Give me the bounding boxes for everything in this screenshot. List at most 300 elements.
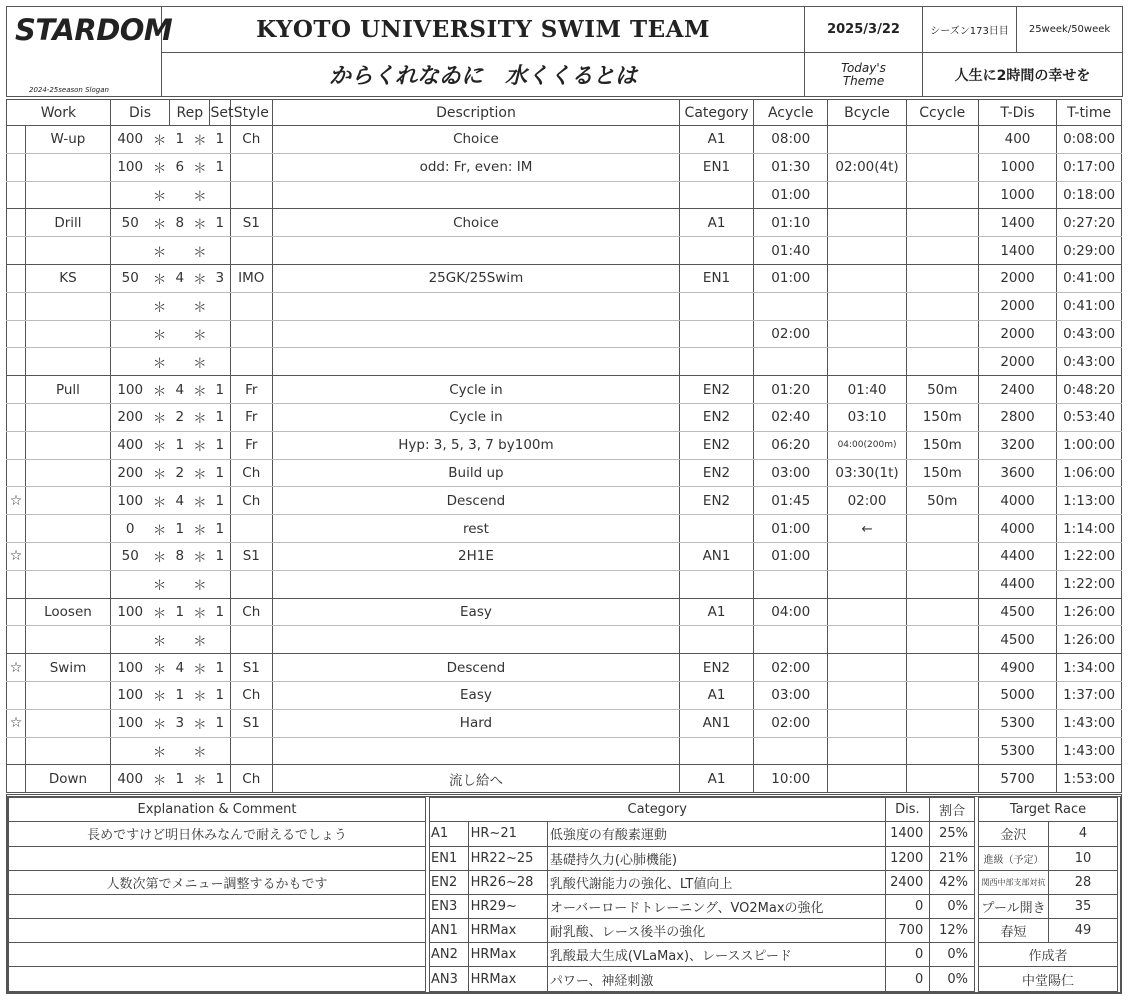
target-race-name-cell: 関西中部支部対抗: [979, 870, 1049, 894]
category-hr-cell: HR29~: [468, 894, 547, 918]
b-cycle-cell: 02:00(4t): [828, 153, 906, 181]
category-dis-cell: 0: [885, 967, 930, 991]
total-time-cell: 1:26:00: [1057, 626, 1122, 654]
reps-cell: 8: [170, 542, 190, 570]
category-ratio-cell: 21%: [930, 846, 975, 870]
work-cell: Down: [26, 765, 111, 793]
total-distance-cell: 4400: [978, 570, 1056, 598]
times-mark-cell: ＊: [190, 515, 210, 543]
sets-cell: 1: [210, 681, 230, 709]
c-cycle-cell: [906, 542, 978, 570]
times-mark-cell: ＊: [150, 681, 170, 709]
work-cell: [26, 403, 111, 431]
a-cycle-cell: [754, 292, 828, 320]
c-cycle-cell: [906, 570, 978, 598]
category-desc-cell: パワー、神経刺激: [547, 967, 885, 991]
times-mark-cell: ＊: [150, 598, 170, 626]
reps-cell: 2: [170, 403, 190, 431]
category-row: [430, 967, 975, 991]
sets-cell: [210, 181, 230, 209]
times-mark-cell: ＊: [190, 181, 210, 209]
team-logo: STARDOM: [7, 7, 162, 53]
star-mark-cell: [7, 681, 26, 709]
comment-line: [9, 919, 426, 943]
b-cycle-cell: 02:00: [828, 487, 906, 515]
work-cell: [26, 153, 111, 181]
c-cycle-cell: [906, 737, 978, 765]
times-mark-cell: ＊: [190, 765, 210, 793]
distance-cell: [110, 737, 149, 765]
b-cycle-cell: 04:00(200m): [828, 431, 906, 459]
style-cell: Ch: [230, 459, 272, 487]
work-cell: [26, 292, 111, 320]
comment-line: [9, 943, 426, 967]
description-cell: [272, 181, 679, 209]
category-ratio-cell: 25%: [930, 822, 975, 846]
times-mark-cell: ＊: [190, 487, 210, 515]
total-time-cell: 1:43:00: [1057, 709, 1122, 737]
star-mark-cell: [7, 153, 26, 181]
menu-row: [7, 681, 1122, 709]
star-mark-cell: ☆: [7, 487, 26, 515]
sets-cell: 1: [210, 153, 230, 181]
b-cycle-cell: [828, 126, 906, 154]
description-cell: [272, 737, 679, 765]
c-cycle-cell: 50m: [906, 376, 978, 404]
total-time-cell: 1:22:00: [1057, 542, 1122, 570]
a-cycle-cell: 01:00: [754, 264, 828, 292]
category-dis-cell: 0: [885, 943, 930, 967]
b-cycle-cell: [828, 681, 906, 709]
category-row: [430, 846, 975, 870]
c-cycle-cell: [906, 681, 978, 709]
total-distance-cell: 4900: [978, 654, 1056, 682]
comment-table: [8, 797, 426, 992]
target-race-name-cell: 進級（予定）: [979, 846, 1049, 870]
c-cycle-cell: [906, 237, 978, 265]
category-cell: [679, 237, 753, 265]
header-table: [6, 6, 1123, 97]
style-cell: S1: [230, 542, 272, 570]
distance-cell: [110, 320, 149, 348]
comment-line: 長めですけど明日休みなんで耐えるでしょう: [9, 822, 426, 846]
description-cell: [272, 626, 679, 654]
menu-header-row: [7, 100, 1122, 126]
b-cycle-cell: ←: [828, 515, 906, 543]
total-time-cell: 0:29:00: [1057, 237, 1122, 265]
sets-cell: 1: [210, 515, 230, 543]
star-mark-cell: [7, 292, 26, 320]
total-distance-cell: 1400: [978, 237, 1056, 265]
target-race-val-cell: 49: [1049, 919, 1118, 943]
a-cycle-cell: 01:30: [754, 153, 828, 181]
category-dis-cell: 2400: [885, 870, 930, 894]
c-cycle-cell: 150m: [906, 431, 978, 459]
sets-cell: [210, 570, 230, 598]
category-desc-cell: 低強度の有酸素運動: [547, 822, 885, 846]
col-bcycle: Bcycle: [828, 100, 906, 126]
style-cell: [230, 570, 272, 598]
col-ccycle: Ccycle: [906, 100, 978, 126]
total-distance-cell: 2000: [978, 320, 1056, 348]
description-cell: Easy: [272, 681, 679, 709]
col-dis: Dis: [110, 100, 169, 126]
category-cell: AN1: [679, 709, 753, 737]
category-code-cell: AN1: [430, 919, 469, 943]
category-table: [429, 797, 975, 992]
menu-row: [7, 515, 1122, 543]
distance-cell: 100: [110, 709, 149, 737]
description-cell: odd: Fr, even: IM: [272, 153, 679, 181]
b-cycle-cell: [828, 264, 906, 292]
author-label: 作成者: [979, 943, 1118, 967]
work-cell: KS: [26, 264, 111, 292]
theme-label-line1: Today's: [841, 60, 886, 75]
category-ratio-cell: 42%: [930, 870, 975, 894]
category-row: [430, 943, 975, 967]
total-time-cell: 0:27:20: [1057, 209, 1122, 237]
description-cell: [272, 570, 679, 598]
distance-cell: 100: [110, 487, 149, 515]
times-mark-cell: ＊: [190, 654, 210, 682]
times-mark-cell: ＊: [150, 459, 170, 487]
work-cell: Swim: [26, 654, 111, 682]
times-mark-cell: ＊: [150, 570, 170, 598]
menu-row: [7, 487, 1122, 515]
reps-cell: 1: [170, 515, 190, 543]
category-cell: EN2: [679, 376, 753, 404]
menu-row: [7, 403, 1122, 431]
work-cell: [26, 709, 111, 737]
total-time-cell: 1:43:00: [1057, 737, 1122, 765]
style-cell: S1: [230, 654, 272, 682]
category-cell: EN1: [679, 264, 753, 292]
work-cell: [26, 459, 111, 487]
description-cell: 流し給へ: [272, 765, 679, 793]
category-cell: EN2: [679, 459, 753, 487]
star-mark-cell: ☆: [7, 542, 26, 570]
work-cell: Drill: [26, 209, 111, 237]
a-cycle-cell: 02:00: [754, 709, 828, 737]
star-mark-cell: [7, 459, 26, 487]
category-cell: EN1: [679, 153, 753, 181]
season-week: 25week/50week: [1017, 7, 1123, 53]
total-time-cell: 0:18:00: [1057, 181, 1122, 209]
star-mark-cell: [7, 320, 26, 348]
distance-cell: 50: [110, 542, 149, 570]
times-mark-cell: ＊: [190, 459, 210, 487]
category-hr-cell: HR26~28: [468, 870, 547, 894]
total-time-cell: 1:53:00: [1057, 765, 1122, 793]
total-distance-cell: 4000: [978, 515, 1056, 543]
menu-row: [7, 709, 1122, 737]
description-cell: Choice: [272, 209, 679, 237]
menu-row: [7, 320, 1122, 348]
work-cell: [26, 681, 111, 709]
menu-date: 2025/3/22: [805, 7, 923, 53]
a-cycle-cell: 03:00: [754, 681, 828, 709]
description-cell: 25GK/25Swim: [272, 264, 679, 292]
category-hr-cell: HR22~25: [468, 846, 547, 870]
menu-row: [7, 264, 1122, 292]
category-ratio-cell: 12%: [930, 919, 975, 943]
times-mark-cell: ＊: [150, 153, 170, 181]
category-ratio-cell: 0%: [930, 894, 975, 918]
todays-theme: 人生に2時間の幸せを: [923, 53, 1123, 97]
total-time-cell: 0:41:00: [1057, 292, 1122, 320]
star-mark-cell: [7, 737, 26, 765]
category-cell: A1: [679, 598, 753, 626]
times-mark-cell: ＊: [190, 542, 210, 570]
distance-cell: 0: [110, 515, 149, 543]
reps-cell: 6: [170, 153, 190, 181]
star-mark-cell: [7, 376, 26, 404]
category-code-cell: EN2: [430, 870, 469, 894]
star-mark-cell: [7, 765, 26, 793]
menu-body: [7, 126, 1122, 793]
sets-cell: [210, 626, 230, 654]
description-cell: Cycle in: [272, 403, 679, 431]
category-dis-cell: 1400: [885, 822, 930, 846]
star-mark-cell: ☆: [7, 654, 26, 682]
b-cycle-cell: [828, 765, 906, 793]
a-cycle-cell: [754, 737, 828, 765]
comment-line: [9, 894, 426, 918]
sets-cell: 3: [210, 264, 230, 292]
category-code-cell: AN3: [430, 967, 469, 991]
category-row: [430, 822, 975, 846]
category-code-cell: EN1: [430, 846, 469, 870]
times-mark-cell: ＊: [190, 737, 210, 765]
times-mark-cell: ＊: [190, 598, 210, 626]
times-mark-cell: ＊: [150, 431, 170, 459]
b-cycle-cell: 03:30(1t): [828, 459, 906, 487]
star-mark-cell: [7, 126, 26, 154]
total-time-cell: 1:13:00: [1057, 487, 1122, 515]
c-cycle-cell: [906, 320, 978, 348]
c-cycle-cell: [906, 515, 978, 543]
star-mark-cell: [7, 570, 26, 598]
times-mark-cell: ＊: [190, 126, 210, 154]
menu-row: [7, 153, 1122, 181]
distance-cell: [110, 181, 149, 209]
category-dis-cell: 0: [885, 894, 930, 918]
category-dis-header: Dis.: [885, 798, 930, 822]
style-cell: [230, 515, 272, 543]
times-mark-cell: ＊: [150, 626, 170, 654]
category-cell: [679, 320, 753, 348]
reps-cell: 1: [170, 598, 190, 626]
star-mark-cell: [7, 237, 26, 265]
reps-cell: 1: [170, 431, 190, 459]
work-cell: [26, 487, 111, 515]
total-time-cell: 1:34:00: [1057, 654, 1122, 682]
c-cycle-cell: [906, 264, 978, 292]
times-mark-cell: ＊: [150, 209, 170, 237]
category-hr-cell: HRMax: [468, 943, 547, 967]
category-cell: [679, 181, 753, 209]
a-cycle-cell: 03:00: [754, 459, 828, 487]
times-mark-cell: ＊: [150, 237, 170, 265]
c-cycle-cell: [906, 153, 978, 181]
times-mark-cell: ＊: [190, 348, 210, 376]
category-row: [430, 870, 975, 894]
theme-label-line2: Theme: [842, 73, 885, 88]
times-mark-cell: ＊: [150, 515, 170, 543]
category-hr-cell: HR~21: [468, 822, 547, 846]
category-cell: [679, 515, 753, 543]
work-cell: [26, 181, 111, 209]
description-cell: [272, 320, 679, 348]
star-mark-cell: ☆: [7, 709, 26, 737]
target-race-title: Target Race: [979, 798, 1118, 822]
star-mark-cell: [7, 598, 26, 626]
times-mark-cell: ＊: [190, 237, 210, 265]
distance-cell: [110, 626, 149, 654]
times-mark-cell: ＊: [150, 765, 170, 793]
description-cell: Hyp: 3, 5, 3, 7 by100m: [272, 431, 679, 459]
times-mark-cell: ＊: [150, 709, 170, 737]
a-cycle-cell: 04:00: [754, 598, 828, 626]
work-cell: [26, 515, 111, 543]
category-code-cell: EN3: [430, 894, 469, 918]
total-distance-cell: 4500: [978, 598, 1056, 626]
star-mark-cell: [7, 431, 26, 459]
reps-cell: 8: [170, 209, 190, 237]
category-cell: [679, 292, 753, 320]
category-dis-cell: 1200: [885, 846, 930, 870]
times-mark-cell: ＊: [190, 209, 210, 237]
style-cell: [230, 320, 272, 348]
work-cell: [26, 320, 111, 348]
star-mark-cell: [7, 264, 26, 292]
target-race-val-cell: 4: [1049, 822, 1118, 846]
distance-cell: 400: [110, 126, 149, 154]
distance-cell: 100: [110, 153, 149, 181]
times-mark-cell: ＊: [190, 153, 210, 181]
style-cell: [230, 348, 272, 376]
reps-cell: 1: [170, 126, 190, 154]
sets-cell: 1: [210, 542, 230, 570]
reps-cell: [170, 181, 190, 209]
a-cycle-cell: 01:00: [754, 181, 828, 209]
category-desc-cell: 耐乳酸、レース後半の強化: [547, 919, 885, 943]
category-row: [430, 894, 975, 918]
theme-label: [805, 53, 923, 97]
category-code-cell: AN2: [430, 943, 469, 967]
distance-cell: 50: [110, 209, 149, 237]
total-time-cell: 0:43:00: [1057, 320, 1122, 348]
category-row: [430, 919, 975, 943]
c-cycle-cell: [906, 348, 978, 376]
work-cell: [26, 626, 111, 654]
category-cell: [679, 570, 753, 598]
total-distance-cell: 1400: [978, 209, 1056, 237]
target-race-row: [979, 894, 1118, 918]
menu-row: [7, 126, 1122, 154]
c-cycle-cell: [906, 209, 978, 237]
style-cell: Ch: [230, 487, 272, 515]
menu-row: [7, 181, 1122, 209]
c-cycle-cell: [906, 654, 978, 682]
distance-cell: 100: [110, 598, 149, 626]
b-cycle-cell: [828, 737, 906, 765]
total-time-cell: 1:00:00: [1057, 431, 1122, 459]
category-cell: AN1: [679, 542, 753, 570]
times-mark-cell: ＊: [190, 681, 210, 709]
comment-title: Explanation & Comment: [9, 798, 426, 822]
b-cycle-cell: 01:40: [828, 376, 906, 404]
col-rep: Rep: [170, 100, 210, 126]
category-cell: EN2: [679, 654, 753, 682]
category-cell: [679, 348, 753, 376]
work-cell: W-up: [26, 126, 111, 154]
a-cycle-cell: 02:00: [754, 654, 828, 682]
reps-cell: [170, 292, 190, 320]
reps-cell: [170, 320, 190, 348]
category-desc-cell: 乳酸最大生成(VLaMax)、レーススピード: [547, 943, 885, 967]
times-mark-cell: ＊: [150, 126, 170, 154]
b-cycle-cell: [828, 348, 906, 376]
b-cycle-cell: [828, 709, 906, 737]
style-cell: [230, 737, 272, 765]
swim-menu-sheet: [6, 6, 1122, 994]
times-mark-cell: ＊: [190, 292, 210, 320]
description-cell: rest: [272, 515, 679, 543]
style-cell: Ch: [230, 598, 272, 626]
total-distance-cell: 5300: [978, 709, 1056, 737]
total-time-cell: 0:43:00: [1057, 348, 1122, 376]
total-distance-cell: 2000: [978, 348, 1056, 376]
distance-cell: 50: [110, 264, 149, 292]
total-distance-cell: 1000: [978, 181, 1056, 209]
category-cell: EN2: [679, 487, 753, 515]
reps-cell: [170, 626, 190, 654]
style-cell: [230, 153, 272, 181]
category-dis-cell: 700: [885, 919, 930, 943]
target-race-name-cell: プール開き: [979, 894, 1049, 918]
total-distance-cell: 5700: [978, 765, 1056, 793]
total-distance-cell: 400: [978, 126, 1056, 154]
col-style: Style: [230, 100, 272, 126]
target-race-table: [978, 797, 1118, 992]
col-acycle: Acycle: [754, 100, 828, 126]
category-cell: A1: [679, 209, 753, 237]
sets-cell: [210, 237, 230, 265]
menu-row: [7, 542, 1122, 570]
category-ratio-header: 割合: [930, 798, 975, 822]
total-time-cell: 1:22:00: [1057, 570, 1122, 598]
times-mark-cell: ＊: [190, 709, 210, 737]
col-category: Category: [679, 100, 753, 126]
a-cycle-cell: [754, 348, 828, 376]
total-distance-cell: 5300: [978, 737, 1056, 765]
season-day: シーズン173日目: [923, 7, 1017, 53]
a-cycle-cell: 01:40: [754, 237, 828, 265]
b-cycle-cell: [828, 626, 906, 654]
slogan-label: 2024-25season Slogan: [7, 53, 162, 97]
distance-cell: 200: [110, 459, 149, 487]
times-mark-cell: ＊: [150, 264, 170, 292]
menu-row: [7, 431, 1122, 459]
a-cycle-cell: 02:40: [754, 403, 828, 431]
times-mark-cell: ＊: [150, 654, 170, 682]
c-cycle-cell: [906, 709, 978, 737]
menu-row: [7, 737, 1122, 765]
times-mark-cell: ＊: [190, 320, 210, 348]
times-mark-cell: ＊: [150, 487, 170, 515]
menu-row: [7, 626, 1122, 654]
